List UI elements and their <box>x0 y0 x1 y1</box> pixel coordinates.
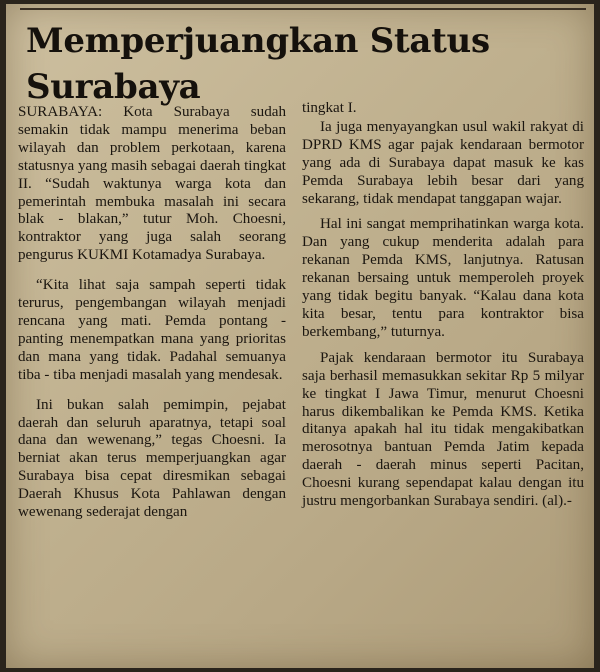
paragraph: tingkat I. <box>302 100 357 116</box>
paragraph: “Kita lihat saja sampah seperti tidak terurus, pengembangan wilayah menjadi rencana yang mati. Pemda pontang - panting menempatkan mana yang prioritas dan mana yang tidak. Padahal semuanya tiba - tiba menjadi masalah yang mendesak. <box>18 277 286 383</box>
paragraph: Hal ini sangat memprihatinkan warga kota. Dan yang cukup menderita adalah para rekanan Pemda KMS, lanjutnya. Ratusan rekanan bersaing untuk memperoleh proyek yang tidak begitu banyak. “Kalau dana kota kita besar, tentu para kontraktor bisa berkembang,” tuturnya. <box>302 216 584 340</box>
newspaper-clipping <box>6 4 594 668</box>
paragraph: Pajak kendaraan bermotor itu Surabaya saja berhasil memasukkan sekitar Rp 5 milyar ke tingkat I Jawa Timur, menurut Choesni harus dikembalikan ke Pemda KMS. Ketika ditanya apakah hal itu tidak mengakibatkan merosotnya bantuan Pemda Jatim kepada daerah - daerah minus seperti Pacitan, Choesni kurang sependapat kalau dengan itu justru mengorbankan Surabaya sendiri. (al).- <box>302 349 584 510</box>
article-headline: Memperjuangkan Status Surabaya <box>26 21 490 107</box>
article-column-left <box>18 104 286 534</box>
paragraph: Ini bukan salah pemimpin, pejabat daerah dan seluruh aparatnya, tetapi soal dana dan wewenang,” tegas Choesni. Ia berniat akan terus memperjuangkan agar Surabaya bisa cepat diresmikan sebagai Daerah Khusus Kota Pahlawan dengan wewenang sederajat dengan <box>18 396 286 521</box>
paragraph: SURABAYA: Kota Surabaya sudah semakin tidak mampu menerima beban wilayah dan problem perkotaan, karena statusnya yang masih sebagai daerah tingkat II. “Sudah waktunya warga kota dan pemerintah membuka masalah ini secara blak - blakan,” tutur Moh. Choesni, kontraktor yang juga salah seorang pengurus KUKMI Kotamadya Surabaya. <box>18 104 286 264</box>
article-column-right <box>302 100 584 511</box>
top-rule <box>20 8 586 10</box>
paragraph: Ia juga menyayangkan usul wakil rakyat di DPRD KMS agar pajak kendaraan bermotor yang ada di Surabaya dapat masuk ke kas Pemda Surabaya lebih besar dari yang sekarang, tidak mendapat tanggapan wajar. <box>302 118 584 207</box>
